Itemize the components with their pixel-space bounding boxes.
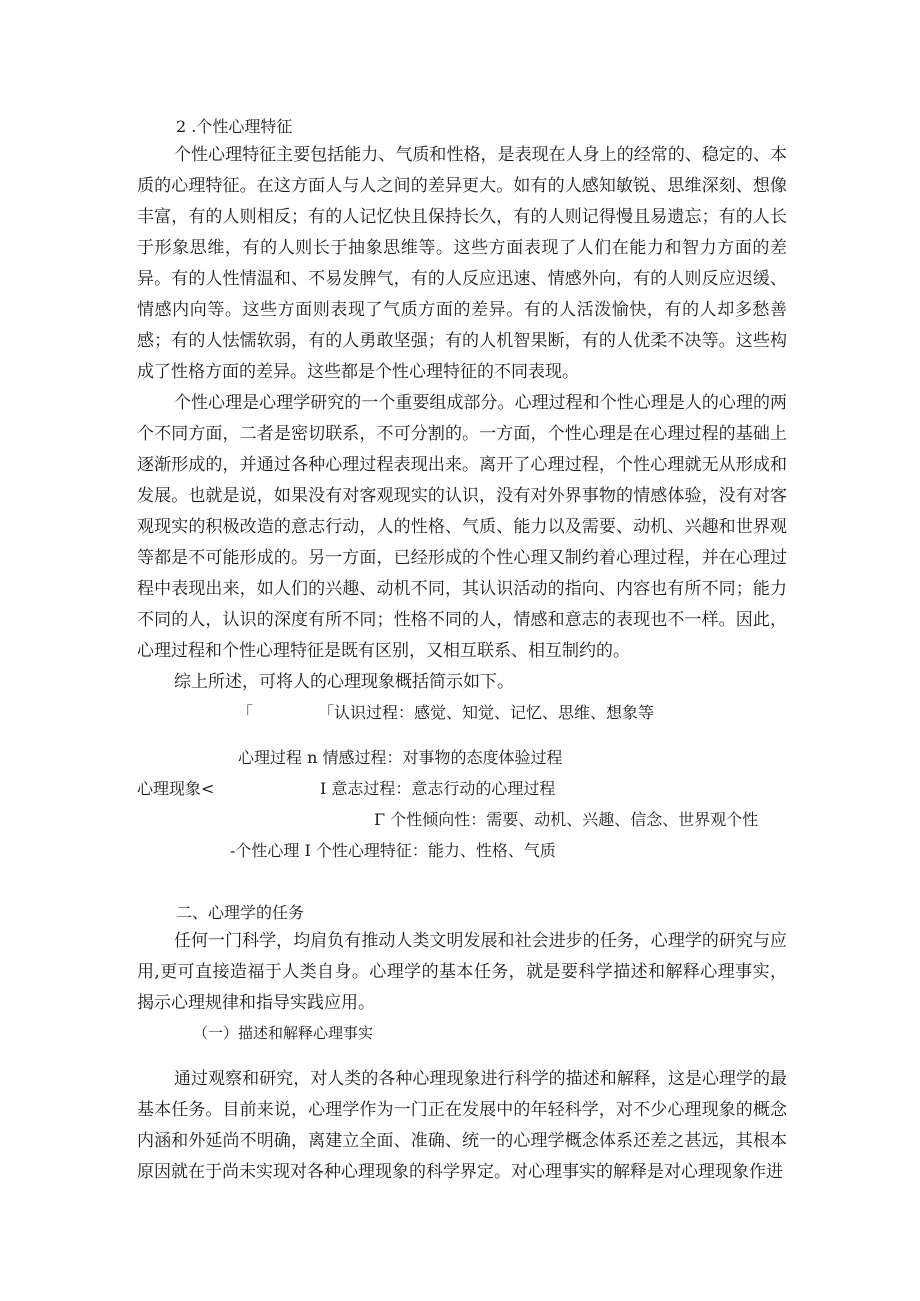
section-heading-tasks: 二、心理学的任务	[176, 903, 305, 922]
diagram-mental-phenomenon: 心理现象<	[137, 779, 215, 798]
diagram-personality-traits: -个性心理 I 个性心理特征：能力、性格、气质	[230, 841, 556, 860]
diagram-personality-tendency: Γ 个性倾向性：需要、动机、兴趣、信念、世界观个性	[374, 810, 759, 829]
paragraph-tasks: 任何一门科学，均肩负有推动人类文明发展和社会进步的任务，心理学的研究与应用,更可直接造福于人类自身。心理学的基本任务，就是要科学描述和解释心理事实，揭示心理规律和指导实践应用。	[137, 931, 787, 1013]
paragraph-describe-explain: 通过观察和研究，对人类的各种心理现象进行科学的描述和解释，这是心理学的最基本任务。目前来说，心理学作为一门正在发展中的年轻科学，对不少心理现象的概念内涵和外延尚不明确，离建立全面、准确、统一的心理学概念体系还差之甚远，其根本原因就在于尚未实现对各种心理现象的科学界定。对心理事实的解释是对心理现象作进	[137, 1069, 787, 1182]
diagram-mental-process-emotion: 心理过程 n 情感过程：对事物的态度体验过程	[238, 748, 563, 767]
diagram-will-process: I 意志过程：意志行动的心理过程	[320, 779, 556, 798]
paragraph-personality-traits: 个性心理特征主要包括能力、气质和性格，是表现在人身上的经常的、稳定的、本质的心理特征。在这方面人与人之间的差异更大。如有的人感知敏锐、思维深刻、想像丰富，有的人则相反；有的人记忆快且保持长久，有的人则记得慢且易遗忘；有的人长于形象思维，有的人则长于抽象思维等。这些方面表现了人们在能力和智力方面的差异。有的人性情温和、不易发脾气，有的人反应迅速、情感外向，有的人则反应迟缓、情感内向等。这些方面则表现了气质方面的差异。有的人活泼愉快，有的人却多愁善感；有的人怯懦软弱，有的人勇敢坚强；有的人机智果断，有的人优柔不决等。这些构成了性格方面的差异。这些都是个性心理特征的不同表现。	[137, 145, 787, 382]
diagram-cognition-process: 「认识过程：感觉、知觉、记忆、思维、想象等	[318, 703, 655, 722]
section-heading-personality-traits: 2 .个性心理特征	[176, 117, 293, 136]
diagram-bracket-top: 「	[237, 703, 254, 722]
paragraph-summary-intro: 综上所述，可将人的心理现象概括简示如下。	[174, 672, 514, 692]
paragraph-personality-and-process: 个性心理是心理学研究的一个重要组成部分。心理过程和个性心理是人的心理的两个不同方面，二者是密切联系，不可分割的。一方面，个性心理是在心理过程的基础上逐渐形成的，并通过各种心理过程表现出来。离开了心理过程，个性心理就无从形成和发展。也就是说，如果没有对客观现实的认识，没有对外界事物的情感体验，没有对客观现实的积极改造的意志行动，人的性格、气质、能力以及需要、动机、兴趣和世界观等都是不可能形成的。另一方面，已经形成的个性心理又制约着心理过程，并在心理过程中表现出来，如人们的兴趣、动机不同，其认识活动的指向、内容也有所不同；能力不同的人，认识的深度有所不同；性格不同的人，情感和意志的表现也不一样。因此，心理过程和个性心理特征是既有区别，又相互联系、相互制约的。	[137, 393, 787, 661]
subsection-heading-describe-explain: （一）描述和解释心理事实	[193, 1024, 374, 1042]
